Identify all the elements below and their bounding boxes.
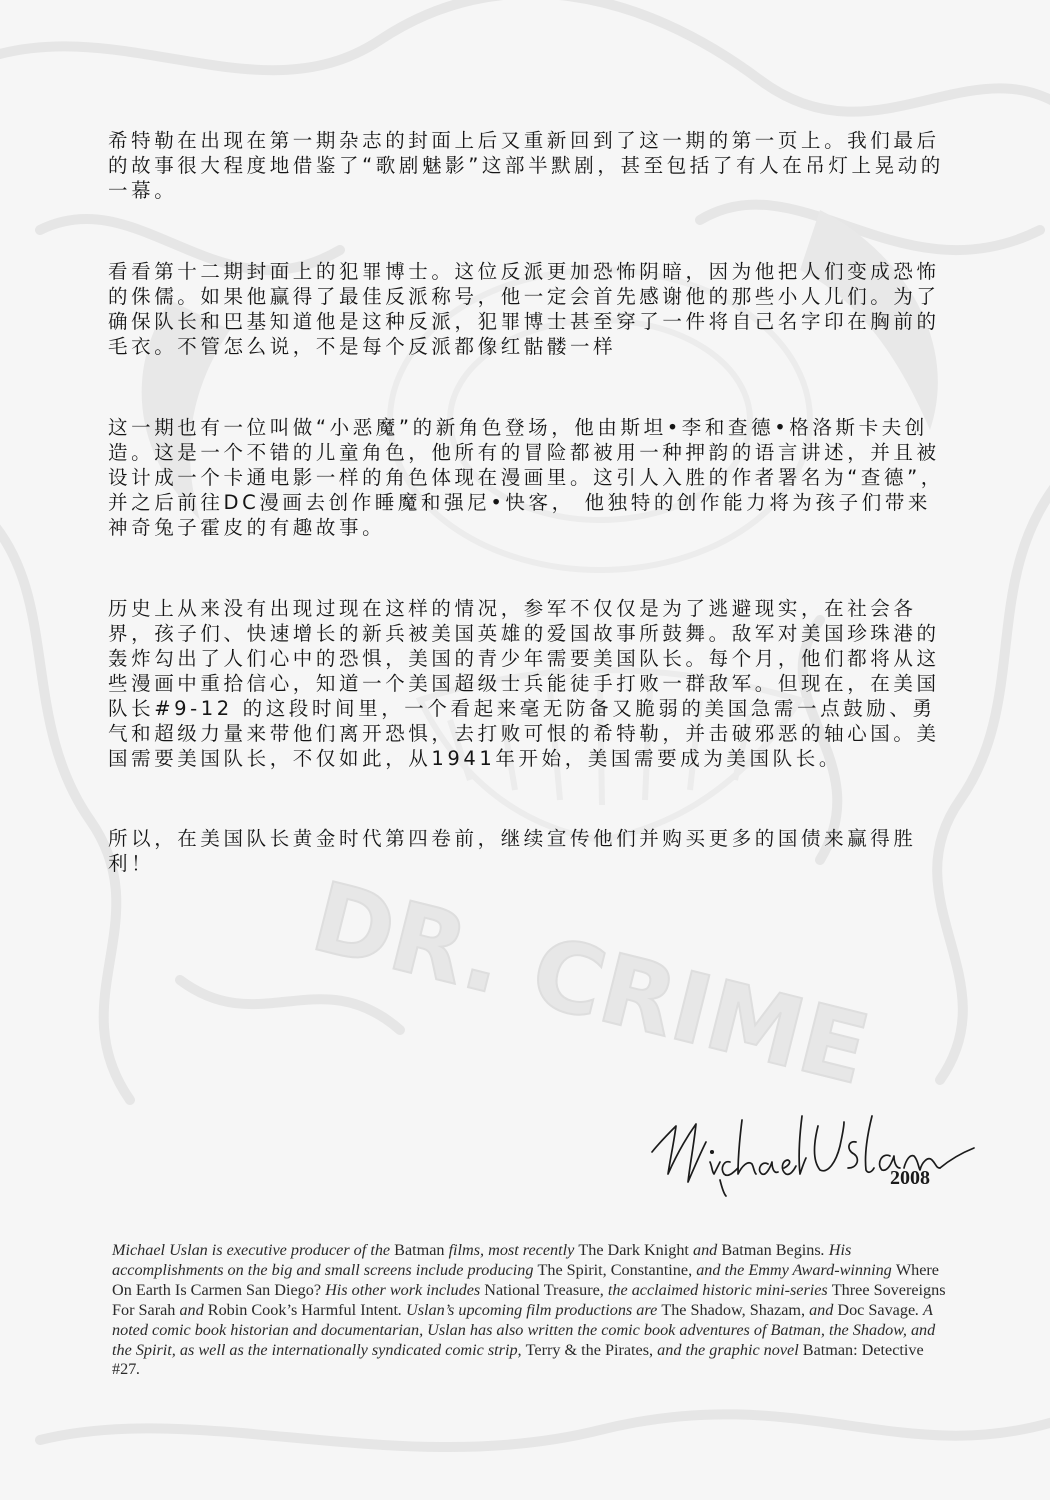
bio-segment: The Dark Knight: [578, 1241, 689, 1259]
author-bio: [112, 1241, 948, 1380]
bio-segment: Batman: Detective #27: [112, 1340, 924, 1379]
bio-segment: Doc Savage: [837, 1300, 916, 1319]
bio-segment: . A noted comic book historian and documentarian, Uslan has also written the comic book adventures of Batman, the Shadow, and the Spirit, as well as the internationally syndicated comic strip,: [112, 1300, 936, 1359]
bio-segment: The Shadow, Shazam,: [661, 1300, 806, 1319]
signature-year: 2008: [890, 1167, 930, 1189]
letter-paragraph-3: 这一期也有一位叫做“小恶魔”的新角色登场，他由斯坦•李和查德•格洛斯卡夫创造。这是一个不错的儿童角色，他所有的冒险都被用一种押韵的语言讲述，并且被设计成一个卡通电影一样的角色体现在漫画里。这引人入胜的作者署名为“查德”，并之后前往DC漫画去创作睡魔和强尼•快客， 他独特的创作能力将为孩子们带来神奇兔子霍皮的有趣故事。: [108, 416, 944, 539]
letter-paragraph-4: 历史上从来没有出现过现在这样的情况，参军不仅仅是为了逃避现实，在社会各界，孩子们、快速增长的新兵被美国英雄的爱国故事所鼓舞。敌军对美国珍珠港的轰炸勾出了人们心中的恐惧，美国的青少年需要美国队长。每个月，他们都将从这些漫画中重拾信心，知道一个美国超级士兵能徒手打败一群敌军。但现在，在美国队长#9-12 的这段时间里，一个看起来毫无防备又脆弱的美国急需一点鼓励、勇气和超级力量来带他们离开恐惧，去打败可恨的希特勒，并击破邪恶的轴心国。美国需要美国队长，不仅如此，从1941年开始，美国需要成为美国队长。: [108, 597, 940, 770]
letter-paragraph-1: 希特勒在出现在第一期杂志的封面上后又重新回到了这一期的第一页上。我们最后的故事很大程度地借鉴了“歌剧魅影”这部半默剧，甚至包括了有人在吊灯上晃动的一幕。: [108, 129, 944, 202]
bio-segment: films, most recently: [444, 1241, 579, 1259]
bio-segment: Terry & the Pirates,: [525, 1340, 654, 1359]
bio-segment: and the graphic novel: [653, 1340, 803, 1359]
bio-segment: Where On Earth Is Carmen San Diego?: [112, 1260, 939, 1299]
bio-segment: and: [175, 1300, 208, 1319]
bio-segment: Robin Cook’s Harmful Intent: [207, 1300, 398, 1319]
letter-body: [108, 128, 948, 932]
bio-segment: . Uslan’s upcoming film productions are: [397, 1300, 662, 1319]
bio-segment: Batman Begins: [721, 1241, 821, 1259]
bio-segment: the acclaimed historic mini-series: [603, 1280, 832, 1299]
bio-segment: . His accomplishments on the big and small screens include producing: [112, 1241, 852, 1279]
bio-segment: The Spirit, Constantine,: [537, 1260, 693, 1279]
bio-segment: and: [688, 1241, 722, 1259]
letter-paragraph-2: 看看第十二期封面上的犯罪博士。这位反派更加恐怖阴暗，因为他把人们变成恐怖的侏儒。如果他赢得了最佳反派称号，他一定会首先感谢他的那些小人儿们。为了确保队长和巴基知道他是这种反派，犯罪博士甚至穿了一件将自己名字印在胸前的毛衣。不管怎么说，不是每个反派都像红骷髅一样: [108, 260, 940, 358]
bio-segment: .: [136, 1360, 141, 1379]
bio-segment: Batman: [394, 1241, 445, 1259]
bio-segment: Three Sovereigns For Sarah: [112, 1280, 946, 1319]
bio-segment: His other work includes: [321, 1280, 485, 1299]
bio-segment: National Treasure,: [484, 1280, 604, 1299]
bio-segment: Michael Uslan is executive producer of the: [112, 1241, 395, 1259]
bio-segment: and: [805, 1300, 838, 1319]
watermark-text: DR. CRIME: [302, 860, 879, 1107]
letter-paragraph-5: 所以，在美国队长黄金时代第四卷前，继续宣传他们并购买更多的国债来赢得胜利！: [108, 827, 917, 875]
bio-segment: and the Emmy Award-winning: [692, 1260, 896, 1279]
